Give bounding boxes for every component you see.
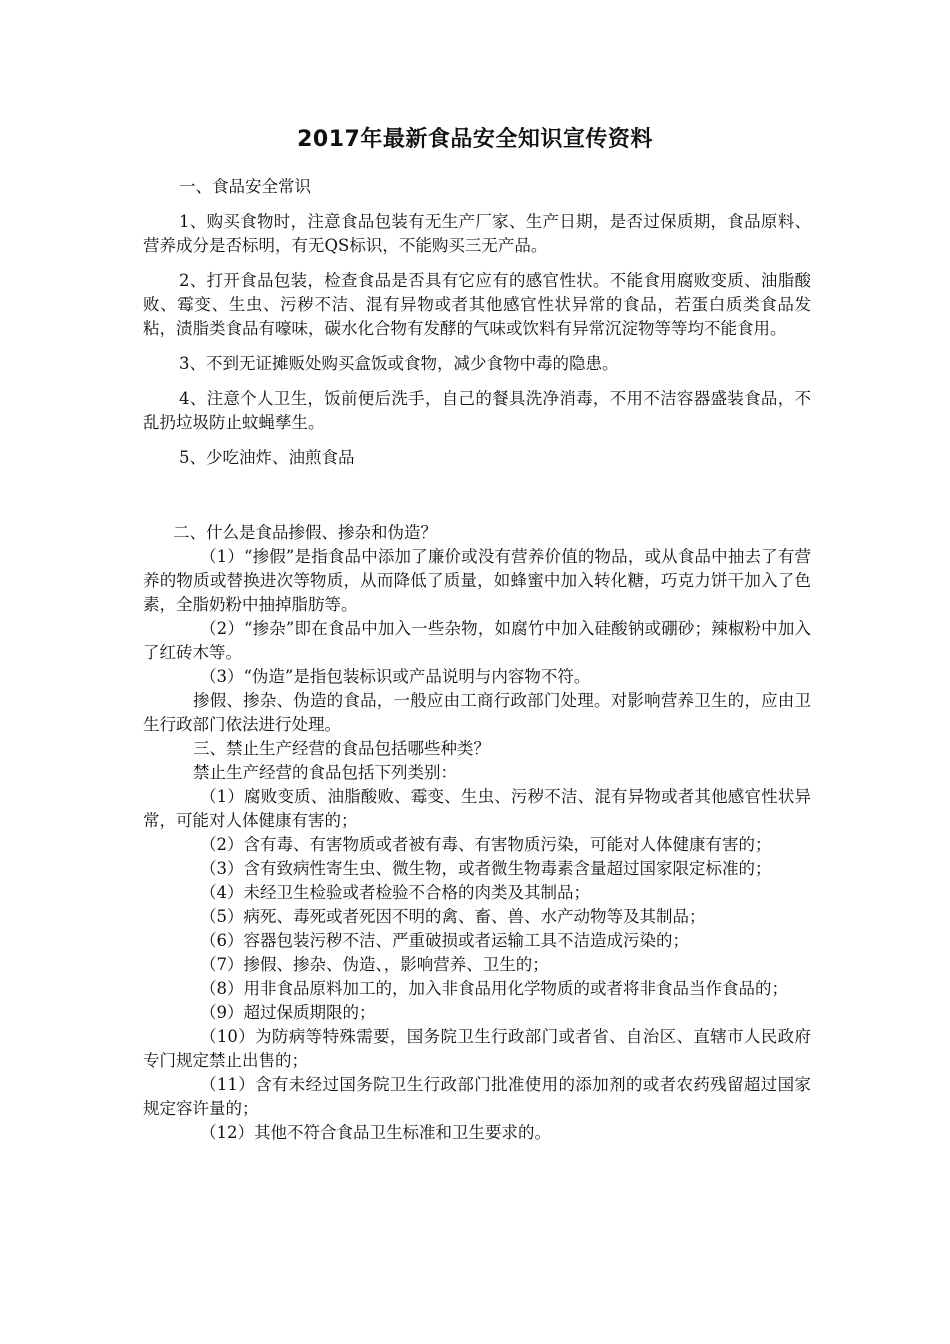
list-item: （2）含有毒、有害物质或者被有毒、有害物质污染，可能对人体健康有害的；: [200, 835, 772, 854]
section-heading: 三、禁止生产经营的食品包括哪些种类？: [193, 739, 490, 758]
section-adulteration: [143, 521, 811, 1145]
paragraph: 5、少吃油炸、油煎食品: [179, 448, 355, 467]
section-heading: 二、什么是食品掺假、掺杂和伪造？: [173, 523, 437, 542]
list-item: （8）用非食品原料加工的，加入非食品用化学物质的或者将非食品当作食品的；: [200, 979, 788, 998]
list-item: （11）含有未经过国务院卫生行政部门批准使用的添加剂的或者农药残留超过国家规定容许量的；: [143, 1075, 811, 1118]
paragraph: 禁止生产经营的食品包括下列类别：: [193, 763, 457, 782]
paragraph: 1、购买食物时，注意食品包装有无生产厂家、生产日期，是否过保质期，食品原料、营养成分是否标明，有无QS标识，不能购买三无产品。: [143, 212, 811, 255]
paragraph: 4、注意个人卫生，饭前便后洗手，自己的餐具洗净消毒，不用不洁容器盛装食品，不乱扔垃圾防止蚊蝇孳生。: [143, 389, 811, 432]
list-item: （4）未经卫生检验或者检验不合格的肉类及其制品；: [200, 883, 590, 902]
section-heading: 一、食品安全常识: [179, 177, 311, 196]
list-item: （9）超过保质期限的；: [200, 1003, 376, 1022]
paragraph: 3、不到无证摊贩处购买盒饭或食物，减少食物中毒的隐患。: [179, 354, 619, 373]
section-food-safety: [143, 175, 811, 470]
list-item: （5）病死、毒死或者死因不明的禽、畜、兽、水产动物等及其制品；: [200, 907, 706, 926]
paragraph: （1）“掺假”是指食品中添加了廉价或没有营养价值的物品，或从食品中抽去了有营养的物质或替换进次等物质，从而降低了质量，如蜂蜜中加入转化糖，巧克力饼干加入了色素，全脂奶粉中抽掉脂肪等。: [143, 547, 811, 614]
list-item: （12）其他不符合食品卫生标准和卫生要求的。: [200, 1123, 551, 1142]
list-item: （1）腐败变质、油脂酸败、霉变、生虫、污秽不洁、混有异物或者其他感官性状异常，可能对人体健康有害的；: [143, 787, 811, 830]
list-item: （7）掺假、掺杂、伪造、，影响营养、卫生的；: [200, 955, 549, 974]
list-item: （6）容器包装污秽不洁、严重破损或者运输工具不洁造成污染的；: [200, 931, 689, 950]
paragraph: （2）“掺杂”即在食品中加入一些杂物，如腐竹中加入硅酸钠或硼砂；辣椒粉中加入了红砖木等。: [143, 619, 811, 662]
paragraph: 2、打开食品包装，检查食品是否具有它应有的感官性状。不能食用腐败变质、油脂酸败、霉变、生虫、污秽不洁、混有异物或者其他感官性状异常的食品，若蛋白质类食品发粘，渍脂类食品有嚎味，碳水化合物有发酵的气味或饮料有异常沉淀物等等均不能食用。: [143, 271, 811, 338]
list-item: （10）为防病等特殊需要，国务院卫生行政部门或者省、自治区、直辖市人民政府专门规定禁止出售的；: [143, 1027, 811, 1070]
document-title: 2017年最新食品安全知识宣传资料: [297, 127, 653, 152]
paragraph: （3）“伪造”是指包装标识或产品说明与内容物不符。: [200, 667, 591, 686]
list-item: （3）含有致病性寄生虫、微生物，或者微生物毒素含量超过国家限定标准的；: [200, 859, 772, 878]
paragraph: 掺假、掺杂、伪造的食品，一般应由工商行政部门处理。对影响营养卫生的，应由卫生行政部门依法进行处理。: [143, 691, 811, 734]
